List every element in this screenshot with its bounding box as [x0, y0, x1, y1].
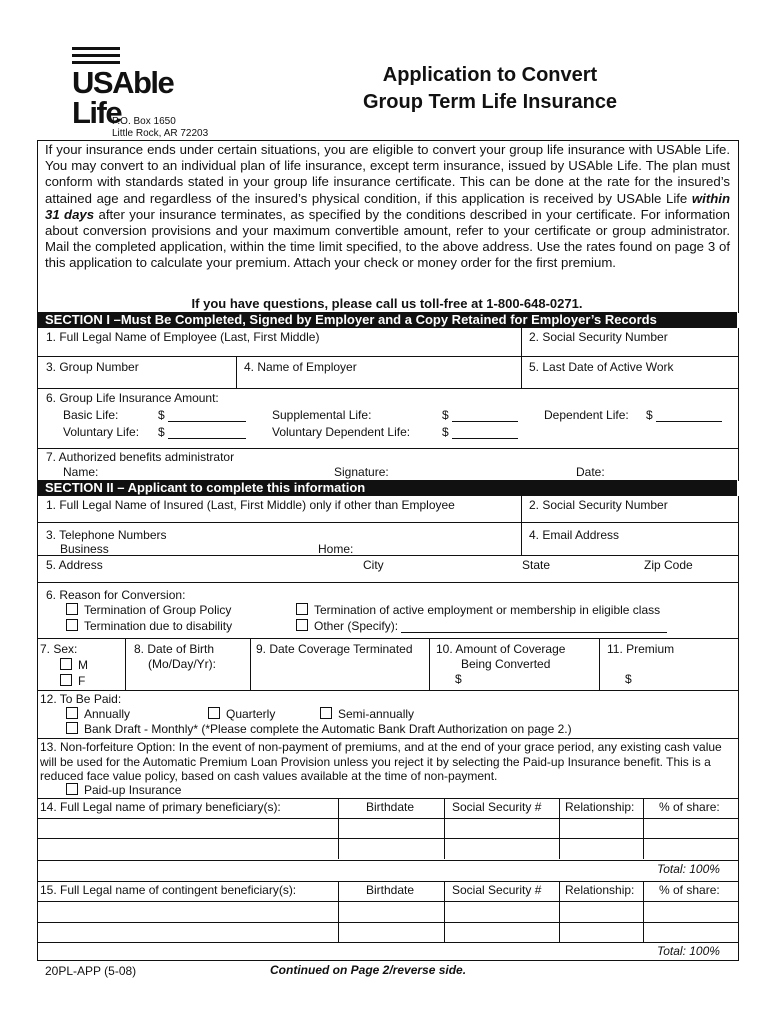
home-phone-field[interactable]: Home:	[318, 542, 354, 556]
supplemental-life-field[interactable]: $	[442, 408, 518, 422]
reason-employment[interactable]: Termination of active employment or membership in eligible class	[296, 603, 660, 617]
voluntary-life-label: Voluntary Life:	[63, 425, 140, 439]
life-amount-label: 6. Group Life Insurance Amount:	[46, 391, 219, 405]
reason-label: 6. Reason for Conversion:	[46, 588, 186, 602]
section-1-heading: SECTION I –Must Be Completed, Signed by Employer and a Copy Retained for Employer’s Records	[37, 312, 737, 328]
zip-field[interactable]: Zip Code	[644, 558, 693, 572]
primary-total: Total: 100%	[657, 862, 720, 876]
questions-line: If you have questions, please call us toll-free at 1-800-648-0271.	[191, 296, 583, 311]
last-active-date-field[interactable]: 5. Last Date of Active Work	[529, 360, 674, 374]
pay-semiannually[interactable]: Semi-annually	[320, 707, 414, 721]
vol-dependent-life-field[interactable]: $	[442, 425, 518, 439]
sex-label: 7. Sex:	[40, 642, 78, 656]
contingent-ssn-header: Social Security #	[452, 883, 542, 897]
city-field[interactable]: City	[363, 558, 384, 572]
coverage-terminated-field[interactable]: 9. Date Coverage Terminated	[256, 642, 413, 656]
checkbox-icon[interactable]	[60, 674, 72, 686]
business-phone-field[interactable]: Business	[60, 542, 109, 556]
contingent-share-header: % of share:	[659, 883, 720, 897]
checkbox-icon[interactable]	[66, 603, 78, 615]
primary-birthdate-header: Birthdate	[366, 800, 415, 814]
telephone-label: 3. Telephone Numbers	[46, 528, 167, 542]
pay-bank-draft[interactable]: Bank Draft - Monthly* (*Please complete the Automatic Bank Draft Authorization on page 2.)	[66, 722, 572, 736]
to-be-paid-label: 12. To Be Paid:	[40, 692, 122, 706]
pay-quarterly[interactable]: Quarterly	[208, 707, 275, 721]
reason-other[interactable]: Other (Specify):	[296, 619, 667, 633]
section-2-heading: SECTION II – Applicant to complete this information	[37, 480, 737, 496]
primary-relationship-header: Relationship:	[565, 800, 635, 814]
contingent-birthdate-header: Birthdate	[366, 883, 415, 897]
nonforfeiture-text: 13. Non-forfeiture Option: In the event of non-payment of premiums, and at the end of your grace period, any existing cash value will be used for the Automatic Premium Loan Provision unless you reject it by selecting the Paid-up Insurance benefit. This is a reduced face value policy, based on cash values available at the time of non-payment.	[40, 740, 722, 783]
coverage-amount-field[interactable]: $	[455, 672, 462, 686]
email-field[interactable]: 4. Email Address	[529, 528, 620, 542]
admin-date-field[interactable]: Date:	[576, 465, 605, 479]
premium-label: 11. Premium	[607, 642, 675, 656]
administrator-label: 7. Authorized benefits administrator	[46, 450, 235, 464]
admin-signature-field[interactable]: Signature:	[334, 465, 389, 479]
form-title: Application to Convert Group Term Life Insurance	[362, 64, 618, 113]
paid-up-option[interactable]: Paid-up Insurance	[66, 783, 181, 797]
employee-ssn-field[interactable]: 2. Social Security Number	[529, 330, 668, 344]
section-1-grid	[37, 328, 739, 481]
state-field[interactable]: State	[522, 558, 551, 572]
supplemental-life-label: Supplemental Life:	[272, 408, 372, 422]
checkbox-icon[interactable]	[66, 619, 78, 631]
reason-group-policy[interactable]: Termination of Group Policy	[66, 603, 231, 617]
checkbox-icon[interactable]	[320, 707, 332, 719]
mailing-address: P.O. Box 1650 Little Rock, AR 72203	[112, 116, 209, 139]
employer-name-field[interactable]: 4. Name of Employer	[244, 360, 357, 374]
voluntary-life-field[interactable]: $	[158, 425, 246, 439]
vol-dependent-life-label: Voluntary Dependent Life:	[272, 425, 411, 439]
employee-name-field[interactable]: 1. Full Legal Name of Employee (Last, First Middle)	[46, 330, 320, 344]
checkbox-icon[interactable]	[66, 707, 78, 719]
pay-annually[interactable]: Annually	[66, 707, 130, 721]
checkbox-icon[interactable]	[66, 722, 78, 734]
reason-disability[interactable]: Termination due to disability	[66, 619, 232, 633]
contingent-beneficiary-label: 15. Full Legal name of contingent beneficiary(s):	[40, 883, 297, 897]
logo-text: USAble Life	[72, 65, 174, 130]
section-2-grid	[37, 496, 739, 961]
checkbox-icon[interactable]	[296, 619, 308, 631]
dependent-life-field[interactable]: $	[646, 408, 722, 422]
intro-text: If your insurance ends under certain situations, you are eligible to convert your group life insurance with USAble Life. You may convert to an individual plan of life insurance, except term insurance, issued by USAble Life. The plan must conform with standards stated in your group life insurance certificate. This can be done at the rate for the insured’s attained age and regardless of the insured’s physical condition, if this application is received by USAble Life within 31 days after your insurance terminates, as specified by the conditions described in your certificate. For information about conversion provisions and your maximum convertible amount, refer to your certificate or group administrator. Mail the completed application, within the time limit specified, to the above address. Use the rates found on page 3 of this application to calculate your premium. Attach your check or money order for the first premium.	[45, 142, 730, 271]
checkbox-icon[interactable]	[66, 783, 78, 795]
primary-ssn-header: Social Security #	[452, 800, 542, 814]
checkbox-icon[interactable]	[296, 603, 308, 615]
basic-life-label: Basic Life:	[63, 408, 119, 422]
insured-name-field[interactable]: 1. Full Legal Name of Insured (Last, First Middle) only if other than Employee	[46, 498, 455, 512]
basic-life-field[interactable]: $	[158, 408, 246, 422]
dependent-life-label: Dependent Life:	[544, 408, 629, 422]
checkbox-icon[interactable]	[60, 658, 72, 670]
sex-female-option[interactable]: F	[60, 674, 85, 688]
coverage-amount-sub: Being Converted	[461, 657, 551, 671]
dob-field[interactable]: (Mo/Day/Yr):	[148, 657, 217, 671]
continued-note: Continued on Page 2/reverse side.	[270, 963, 467, 977]
form-code: 20PL-APP (5-08)	[45, 964, 137, 978]
checkbox-icon[interactable]	[208, 707, 220, 719]
coverage-amount-label: 10. Amount of Coverage	[436, 642, 566, 656]
dob-label: 8. Date of Birth	[134, 642, 215, 656]
primary-share-header: % of share:	[659, 800, 720, 814]
contingent-total: Total: 100%	[657, 944, 720, 958]
admin-name-field[interactable]: Name:	[63, 465, 99, 479]
group-number-field[interactable]: 3. Group Number	[46, 360, 139, 374]
premium-field[interactable]: $	[625, 672, 632, 686]
primary-beneficiary-label: 14. Full Legal name of primary beneficiary(s):	[40, 800, 281, 814]
insured-ssn-field[interactable]: 2. Social Security Number	[529, 498, 668, 512]
address-field[interactable]: 5. Address	[46, 558, 103, 572]
sex-male-option[interactable]: M	[60, 658, 88, 672]
contingent-relationship-header: Relationship:	[565, 883, 635, 897]
